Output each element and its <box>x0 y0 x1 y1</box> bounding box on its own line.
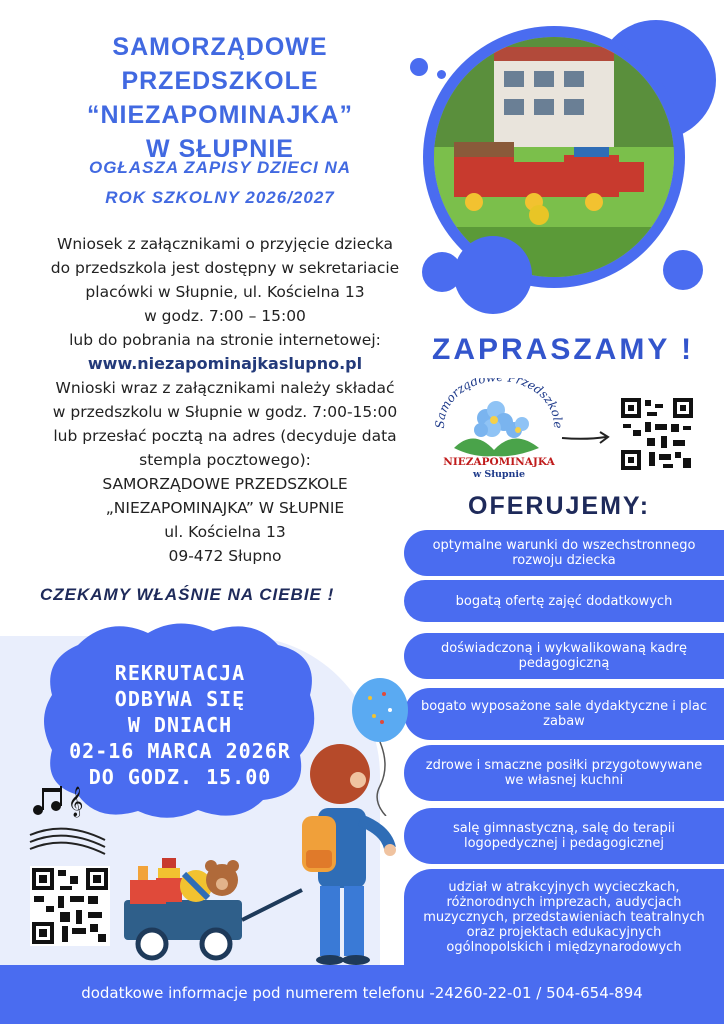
offer-item: optymalne warunki do wszechstronnego rozwoju dziecka <box>404 530 724 576</box>
recruitment-dates: REKRUTACJA ODBYWA SIĘ W DNIACH 02-16 MARCA 2026R DO GODZ. 15.00 <box>69 661 291 789</box>
website-link[interactable]: www.niezapominajkaslupno.pl <box>87 354 363 373</box>
logo-name: NIEZAPOMINAJKA <box>443 456 555 468</box>
qr-code-icon[interactable] <box>30 866 110 946</box>
offer-item: bogato wyposażone sale dydaktyczne i plac zabaw <box>404 688 724 740</box>
invite-heading: ZAPRASZAMY ! <box>432 333 695 366</box>
svg-text:𝄞: 𝄞 <box>68 787 84 817</box>
decor-bubble <box>437 70 446 79</box>
application-info: Wniosek z załącznikami o przyjęcie dziecka do przedszkola jest dostępny w sekretariacie placówki w Słupnie, ul. Kościelna 13 w godz. 7:00 – 15:00 lub do pobrania na stronie internetowej: www.niezapominajkaslupno.pl Wnioski wraz z załącznikami należy składać w przedszkolu w Słupnie w godz. 7:00-15:00 lub przesłać pocztą na adres (decyduje data stempla pocztowego): SAMORZĄDOWE PRZEDSZKOLE „NIEZAPOMINAJKA” W SŁUPNIE ul. Kościelna 13 09-472 Słupno <box>10 232 440 568</box>
offer-item: udział w atrakcyjnych wycieczkach, różnorodnych imprezach, audycjach muzycznych, przedstawieniach teatralnych oraz projektach edukacyjnych ogólnopolskich i międzynarodowych <box>404 869 724 965</box>
kindergarten-title: SAMORZĄDOWE PRZEDSZKOLE “NIEZAPOMINAJKA” W SŁUPNIE <box>86 33 353 163</box>
waiting-for-you-text: CZEKAMY WŁAŚNIE NA CIEBIE ! <box>40 585 335 604</box>
offer-item: doświadczoną i wykwalikowaną kadrę pedagogiczną <box>404 633 724 679</box>
offer-heading: OFERUJEMY: <box>468 492 651 520</box>
toy-wagon-icon <box>112 850 312 962</box>
playground-photo <box>434 37 674 277</box>
svg-text:Samorządowe Przedszkole: Samorządo Przedszkole <box>434 378 564 429</box>
music-notes-icon <box>20 780 110 860</box>
logo-place: w Słupnie <box>472 469 526 480</box>
qr-code-icon[interactable] <box>619 396 695 472</box>
offer-item: salę gimnastyczną, salę do terapii logopedycznej i pedagogicznej <box>404 808 724 864</box>
offer-item: zdrowe i smaczne posiłki przygotowywane we własnej kuchni <box>404 745 724 801</box>
decor-bubble <box>663 250 703 290</box>
offer-item: bogatą ofertę zajęć dodatkowych <box>404 580 724 622</box>
footer-contact: dodatkowe informacje pod numerem telefonu -24260-22-01 / 504-654-894 <box>81 984 643 1002</box>
decor-bubble <box>454 236 532 314</box>
arrow-right-icon <box>560 430 612 446</box>
decor-bubble <box>410 58 428 76</box>
boy-illustration <box>290 740 400 965</box>
enrollment-subtitle: OGŁASZA ZAPISY DZIECI NA ROK SZKOLNY 2026/2027 <box>88 158 352 207</box>
